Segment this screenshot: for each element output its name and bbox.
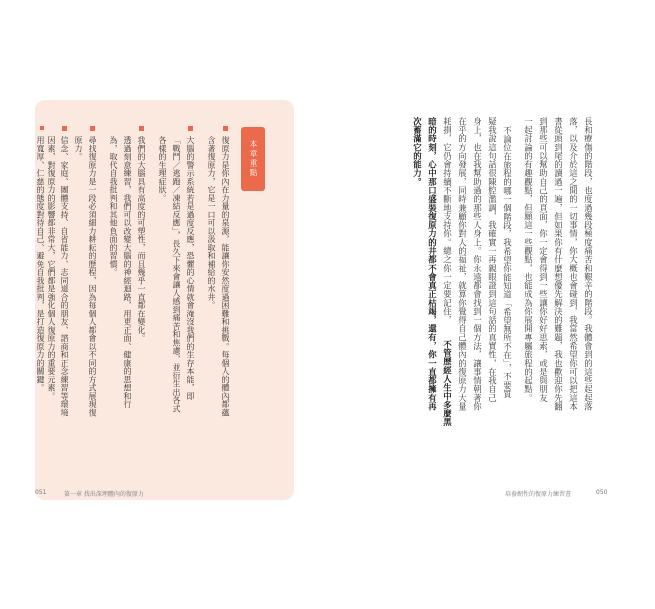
chapter-title: 第一章 找出深埋體內的復原力 [64,491,144,498]
emphasis-column: 不管歷經人生中多麼黑 [442,340,453,427]
summary-line: 用寬厚、仁慈的態度對待自己、避免自我批判，是打造復原力的關鍵。 [36,136,45,392]
body-column: 不論位在旅程的哪一個階段，我希望你能知道「希望無所不在」，不要質 [502,126,513,399]
emphasis-column: 次蓄滿它的能力。 [412,117,423,187]
summary-line: 「戰鬥／逃跑／凍結反應」，長久下來會讓人感到痛苦和焦慮，並衍生出各式 [172,136,181,413]
summary-line: 大腦的警示系統若是過度反應，恐懼的心情就會淹沒我們的生存本能，即 [186,136,195,400]
body-column: 身上，也在我幫助過的那些人身上。你永遠都會找到一個方法，讓事情朝著你 [472,117,483,411]
summary-line: 信念、家庭、團體支持、自省能力、志同道合的朋友、諮商和正念練習等環境 [60,136,69,417]
emphasis-column: 暗的時刻，心中那口盛裝復原力的井都不會真正枯竭，還有，你一直都擁有再 [427,117,438,411]
bullet-icon [40,126,44,130]
bullet-icon [223,126,228,131]
summary-line: 為，取代自我批判和其他負面的習慣。 [109,136,118,277]
summary-line: 我們的大腦具有高度的可塑性，而且幾乎一直都在變化。 [137,136,146,343]
body-column: 在乎的方向發展，同時兼顧你對人的福祉，就算你覺得自己體內的復原力大量 [457,117,468,411]
page-number: 050 [596,489,608,496]
body-column: 落，以及介於這之間的一切事情，你大概也會碰到，我當然希望你可以把這本 [568,117,579,411]
bullet-icon [188,126,193,131]
summary-line: 因素，對復原力的影響都非常大，它們都是強化個人復原力的重要元素。 [47,136,56,400]
body-column: 疑我說這句話很陳腔濫調，我確實一再親眼證到這句話的真實性，在我自己 [487,117,498,403]
bullet-icon [62,126,67,131]
running-title: 培養韌性的復原力練習書 [505,491,572,498]
body-column: 到那些可以幫助自己的頁面，你一定會得到一些讓你好好思索，或是與朋友 [538,117,549,403]
bullet-icon [139,126,144,131]
body-column: 耗損，它仍會持續不斷地支持你。總之你一定要記住， [442,117,453,325]
page-number: 051 [35,489,47,496]
summary-line: 各樣的生理症狀。 [158,136,167,202]
summary-line: 透過刻意練習，我們可以改變大腦的神經迴路，用更正面、健康的思想和行 [123,136,132,409]
summary-line: 尋找復原力是一段必須細力耕耘的歷程，因為每個人都會以不同的方式展現復 [88,136,97,417]
summary-line: 復原力是你內在力量的泉源，能讓你安然度過困難和挑戰。每個人的體內都蘊 [221,136,230,417]
summary-label: 本章重點 [241,127,265,191]
bullet-icon [90,126,95,131]
body-column: 一起討論的有趣觀點，但願這一些觀點，也能成為你展開專屬旅程的起點。 [523,117,534,403]
body-column: 長和療傷的階段，也度過幾段極度痛苦和艱辛的階段。我體會到的這些起起落 [583,117,594,411]
body-column: 書從頭到尾的讀過一遍，但如果你有什麼想優先解決的難題，我也歡迎你先翻 [553,117,564,411]
summary-line: 含著復原力，它是一口可以汲取和補給的水井。 [207,136,216,310]
summary-line: 原力。 [74,136,83,161]
